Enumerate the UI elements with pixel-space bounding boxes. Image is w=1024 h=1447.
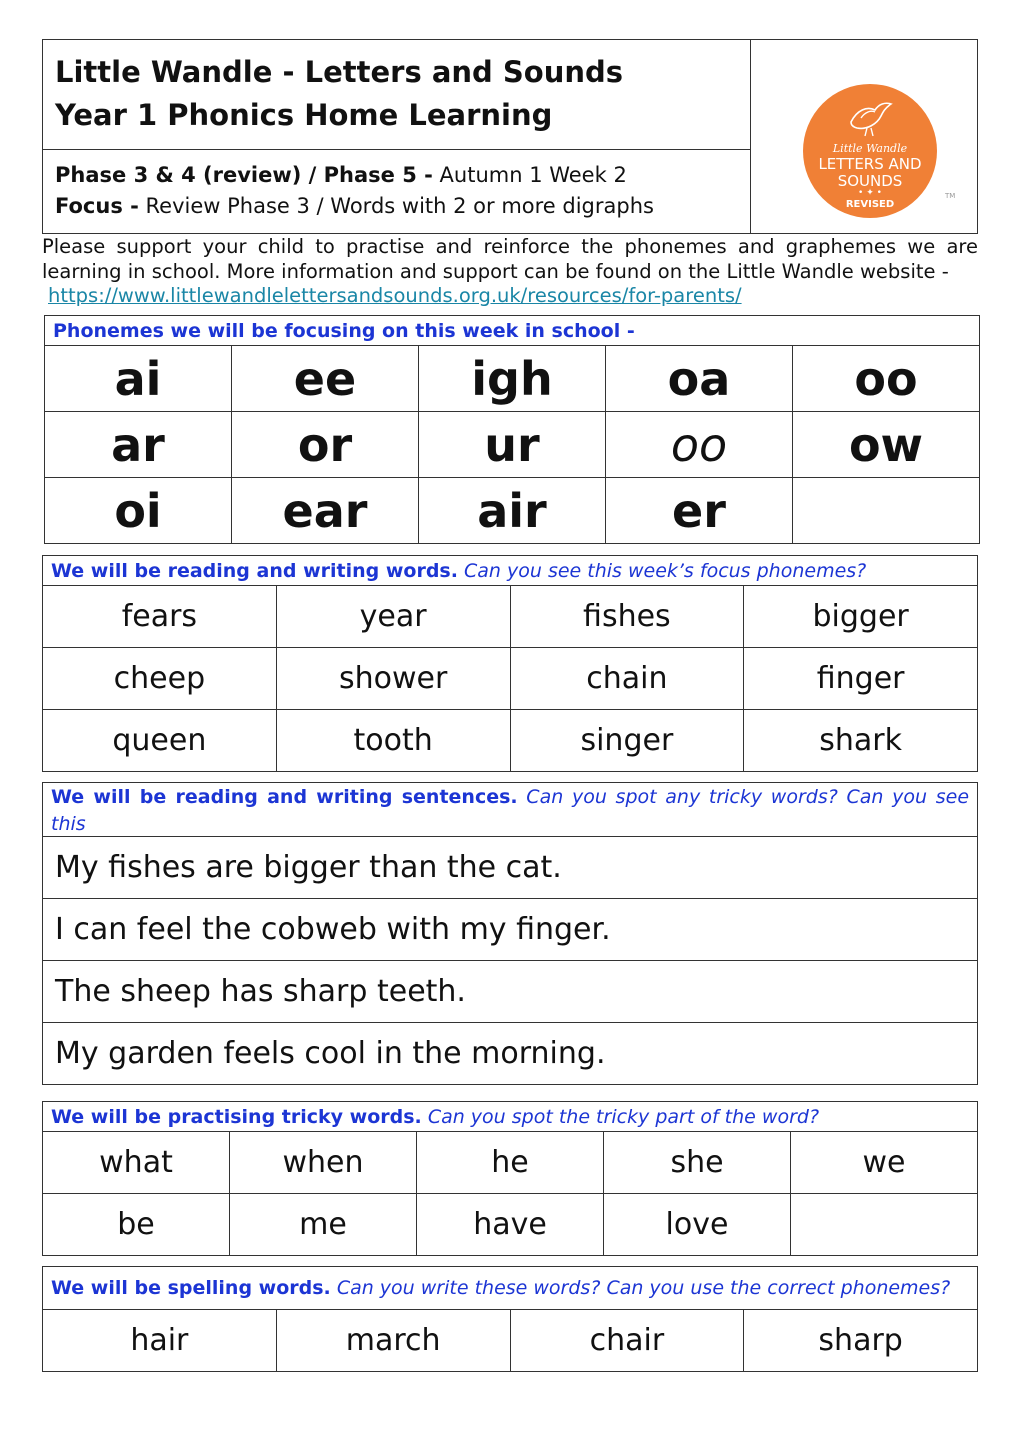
spelling-row bbox=[43, 1310, 978, 1372]
spelling-header bbox=[42, 1266, 978, 1310]
words-row bbox=[43, 648, 978, 710]
tricky-word-cell: have bbox=[417, 1194, 604, 1256]
sentence-cell: I can feel the cobweb with my finger. bbox=[43, 899, 978, 961]
words-header-italic: Can you see this week’s focus phonemes? bbox=[457, 560, 867, 582]
phonemes-table bbox=[44, 345, 980, 544]
logo-line-3: SOUNDS bbox=[837, 172, 903, 190]
phoneme-cell: ear bbox=[232, 478, 419, 544]
sentences-header-bold: We will be reading and writing sentences. bbox=[51, 786, 518, 808]
phoneme-cell: ow bbox=[793, 412, 980, 478]
letters-and-sounds-logo bbox=[803, 84, 937, 218]
phonemes-row bbox=[45, 412, 980, 478]
tricky-word-cell bbox=[791, 1194, 978, 1256]
tricky-word-cell: he bbox=[417, 1132, 604, 1194]
phonemes-row bbox=[45, 478, 980, 544]
words-row bbox=[43, 710, 978, 772]
phonemes-header: Phonemes we will be focusing on this week in school - bbox=[44, 315, 980, 346]
logo-dots: • ✦ • bbox=[858, 188, 882, 198]
sentence-cell: The sheep has sharp teeth. bbox=[43, 961, 978, 1023]
phoneme-cell: oi bbox=[45, 478, 232, 544]
phase-value: Autumn 1 Week 2 bbox=[432, 163, 627, 187]
phase-label: Phase 3 & 4 (review) / Phase 5 - bbox=[55, 163, 433, 187]
words-header bbox=[42, 555, 978, 586]
spelling-table bbox=[42, 1309, 978, 1372]
word-cell: tooth bbox=[276, 710, 510, 772]
intro-text: Please support your child to practise and reinforce the phonemes and graphemes we are learning in school. More information and support can be found on the Little Wandle website - bbox=[42, 235, 978, 283]
tricky-header-bold: We will be practising tricky words. bbox=[51, 1106, 422, 1128]
spelling-header-italic: Can you write these words? Can you use the correct phonemes? bbox=[330, 1277, 951, 1299]
sentences-table bbox=[42, 836, 978, 1085]
focus-value: Review Phase 3 / Words with 2 or more digraphs bbox=[138, 194, 654, 218]
logo-line-1: Little Wandle bbox=[832, 142, 908, 155]
spelling-word-cell: chair bbox=[510, 1310, 744, 1372]
word-cell: chain bbox=[510, 648, 744, 710]
phoneme-cell: air bbox=[419, 478, 606, 544]
tricky-word-cell: she bbox=[604, 1132, 791, 1194]
tricky-word-cell: when bbox=[230, 1132, 417, 1194]
tricky-word-cell: what bbox=[43, 1132, 230, 1194]
logo-tm: TM bbox=[945, 192, 956, 200]
tricky-word-cell: love bbox=[604, 1194, 791, 1256]
logo-line-4: REVISED bbox=[845, 199, 895, 210]
intro-paragraph bbox=[42, 235, 978, 309]
phoneme-cell: oa bbox=[606, 346, 793, 412]
tricky-word-cell: we bbox=[791, 1132, 978, 1194]
sentence-cell: My garden feels cool in the morning. bbox=[43, 1023, 978, 1085]
words-header-bold: We will be reading and writing words. bbox=[51, 560, 458, 582]
phoneme-cell bbox=[793, 478, 980, 544]
phoneme-cell: ai bbox=[45, 346, 232, 412]
phonemes-row bbox=[45, 346, 980, 412]
tricky-header bbox=[42, 1101, 978, 1132]
spelling-header-bold: We will be spelling words. bbox=[51, 1277, 331, 1299]
tricky-word-cell: me bbox=[230, 1194, 417, 1256]
word-cell: singer bbox=[510, 710, 744, 772]
title-line-2: Year 1 Phonics Home Learning bbox=[55, 98, 553, 132]
word-cell: shower bbox=[276, 648, 510, 710]
phoneme-cell: ee bbox=[232, 346, 419, 412]
words-table bbox=[42, 585, 978, 772]
focus-line bbox=[55, 194, 654, 218]
sentences-header-italic-1: Can you spot any tricky words? Can you see this bbox=[51, 786, 970, 835]
spelling-word-cell: sharp bbox=[744, 1310, 978, 1372]
phoneme-cell: igh bbox=[419, 346, 606, 412]
tricky-row bbox=[43, 1194, 978, 1256]
word-cell: year bbox=[276, 586, 510, 648]
bird-icon bbox=[847, 100, 893, 138]
tricky-header-italic: Can you spot the tricky part of the word? bbox=[421, 1106, 820, 1128]
word-cell: fears bbox=[43, 586, 277, 648]
tricky-table bbox=[42, 1131, 978, 1256]
phase-box bbox=[43, 149, 751, 234]
word-cell: finger bbox=[744, 648, 978, 710]
title-box bbox=[43, 40, 751, 150]
word-cell: fishes bbox=[510, 586, 744, 648]
word-cell: queen bbox=[43, 710, 277, 772]
word-cell: bigger bbox=[744, 586, 978, 648]
title-line-1: Little Wandle - Letters and Sounds bbox=[55, 55, 624, 89]
words-row bbox=[43, 586, 978, 648]
phoneme-cell: oo bbox=[606, 412, 793, 478]
phoneme-cell: er bbox=[606, 478, 793, 544]
word-cell: shark bbox=[744, 710, 978, 772]
spelling-word-cell: hair bbox=[43, 1310, 277, 1372]
sentences-header bbox=[42, 782, 978, 837]
sentence-cell: My fishes are bigger than the cat. bbox=[43, 837, 978, 899]
word-cell: cheep bbox=[43, 648, 277, 710]
parents-resource-link[interactable]: https://www.littlewandlelettersandsounds.org.uk/resources/for-parents/ bbox=[48, 284, 742, 307]
header-box bbox=[42, 39, 978, 234]
phoneme-cell: ar bbox=[45, 412, 232, 478]
focus-label: Focus - bbox=[55, 194, 139, 218]
tricky-word-cell: be bbox=[43, 1194, 230, 1256]
tricky-row bbox=[43, 1132, 978, 1194]
phoneme-cell: ur bbox=[419, 412, 606, 478]
spelling-word-cell: march bbox=[276, 1310, 510, 1372]
logo-line-2: LETTERS AND bbox=[818, 155, 922, 173]
phase-line bbox=[55, 163, 627, 187]
phoneme-cell: or bbox=[232, 412, 419, 478]
phoneme-cell: oo bbox=[793, 346, 980, 412]
